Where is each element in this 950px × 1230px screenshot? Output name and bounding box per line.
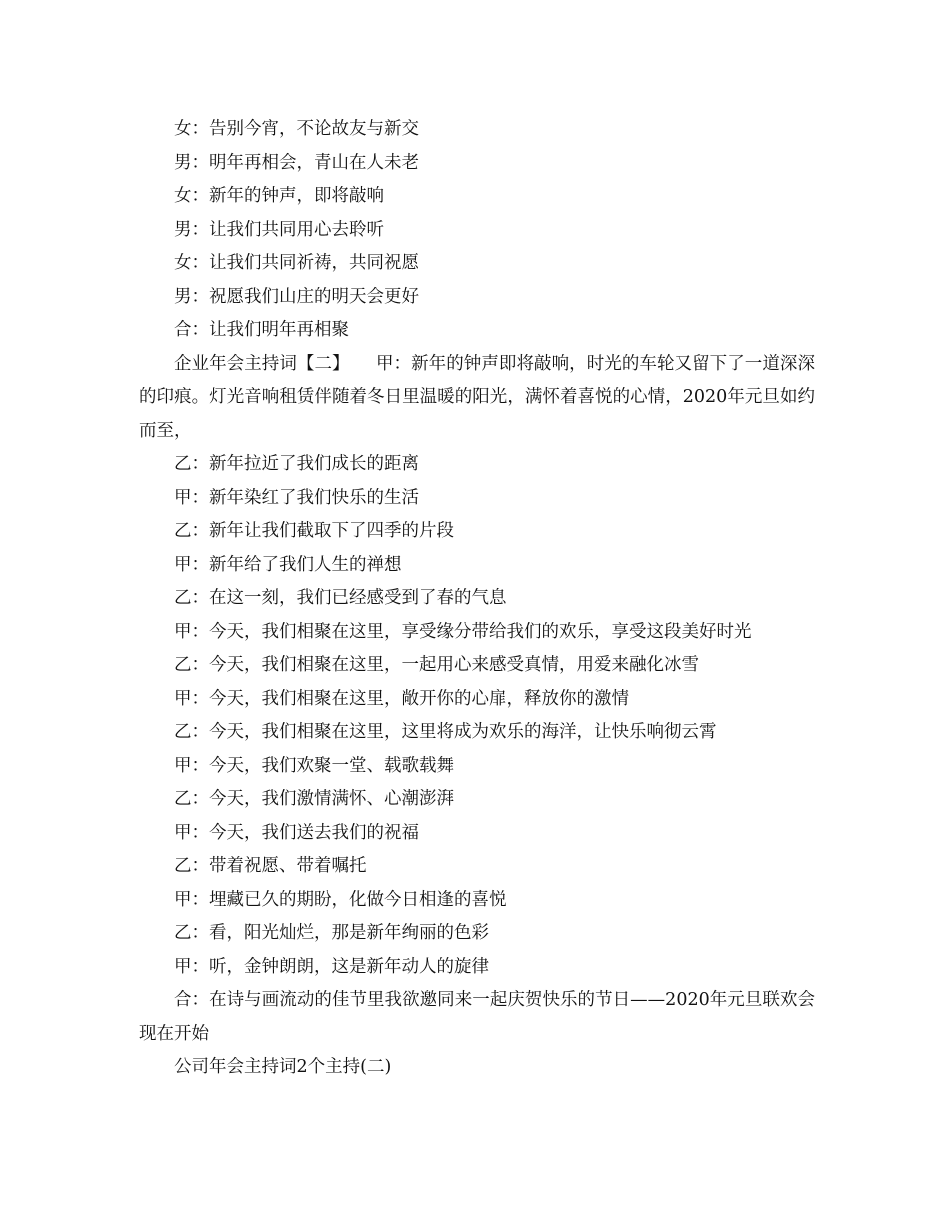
document-body bbox=[139, 113, 815, 1085]
paragraph-15: 乙：今天，我们相聚在这里，一起用心来感受真情，用爱来融化冰雪 bbox=[174, 655, 699, 675]
paragraph-6: 男：祝愿我们山庄的明天会更好 bbox=[174, 286, 419, 307]
paragraph-16: 甲：今天，我们相聚在这里，敞开你的心扉，释放你的激情 bbox=[174, 688, 629, 709]
paragraph-8-section-heading: 企业年会主持词【二】 甲：新年的钟声即将敲响，时光的车轮又留下了一道深深的印痕。灯光音响租赁伴随着冬日里温暖的阳光，满怀着喜悦的心情，2020年元旦如约而至， bbox=[139, 353, 815, 441]
paragraph-25: 合：在诗与画流动的佳节里我欲邀同来一起庆贺快乐的节日——2020年元旦联欢会现在开始 bbox=[139, 990, 815, 1044]
paragraph-1: 女：告别今宵，不论故友与新交 bbox=[174, 119, 419, 139]
paragraph-11: 乙：新年让我们截取下了四季的片段 bbox=[174, 521, 454, 541]
paragraph-13: 乙：在这一刻，我们已经感受到了春的气息 bbox=[174, 588, 507, 608]
paragraph-7: 合：让我们明年再相聚 bbox=[174, 320, 349, 340]
paragraph-14: 甲：今天，我们相聚在这里，享受缘分带给我们的欢乐，享受这段美好时光 bbox=[174, 621, 752, 642]
paragraph-21: 乙：带着祝愿、带着嘱托 bbox=[174, 856, 367, 876]
paragraph-26-section-heading: 公司年会主持词2个主持(二) bbox=[174, 1057, 392, 1077]
paragraph-20: 甲：今天，我们送去我们的祝福 bbox=[174, 822, 419, 843]
paragraph-9: 乙：新年拉近了我们成长的距离 bbox=[174, 454, 419, 474]
paragraph-3: 女：新年的钟声，即将敲响 bbox=[174, 186, 384, 206]
paragraph-2: 男：明年再相会，青山在人未老 bbox=[174, 152, 419, 173]
paragraph-18: 甲：今天，我们欢聚一堂、载歌载舞 bbox=[174, 755, 454, 776]
paragraph-12: 甲：新年给了我们人生的禅想 bbox=[174, 554, 402, 575]
paragraph-17: 乙：今天，我们相聚在这里，这里将成为欢乐的海洋，让快乐响彻云霄 bbox=[174, 722, 717, 742]
paragraph-5: 女：让我们共同祈祷，共同祝愿 bbox=[174, 253, 419, 273]
paragraph-22: 甲：埋藏已久的期盼，化做今日相逢的喜悦 bbox=[174, 889, 507, 910]
paragraph-19: 乙：今天，我们激情满怀、心潮澎湃 bbox=[174, 789, 454, 809]
paragraph-4: 男：让我们共同用心去聆听 bbox=[174, 219, 384, 240]
paragraph-24: 甲：听，金钟朗朗，这是新年动人的旋律 bbox=[174, 956, 489, 977]
paragraph-23: 乙：看，阳光灿烂，那是新年绚丽的色彩 bbox=[174, 923, 489, 943]
paragraph-10: 甲：新年染红了我们快乐的生活 bbox=[174, 487, 419, 508]
